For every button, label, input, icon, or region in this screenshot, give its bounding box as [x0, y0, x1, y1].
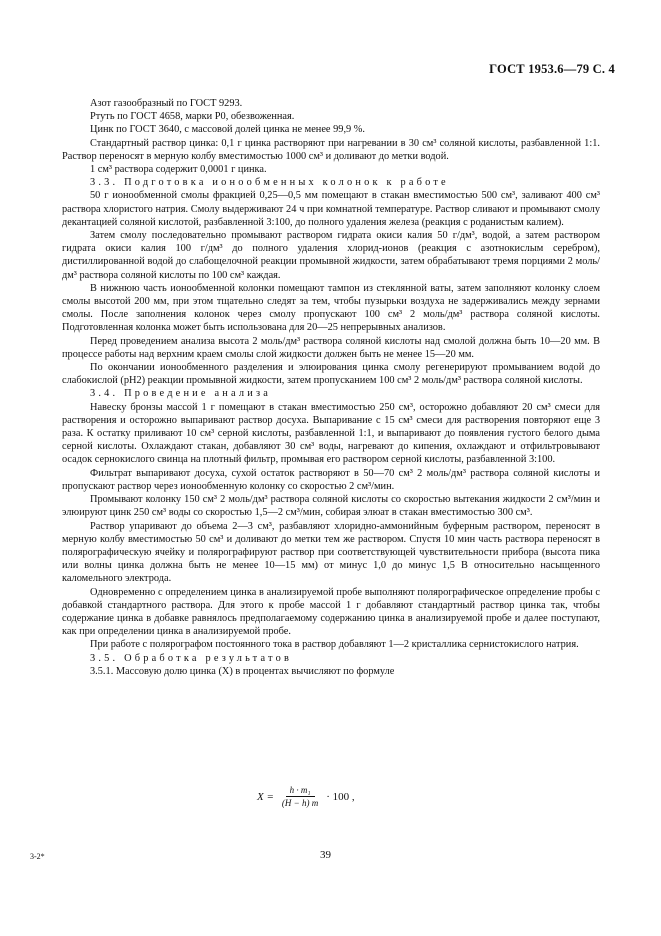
paragraph: Промывают колонку 150 см³ 2 моль/дм³ раствора соляной кислоты со скоростью вытекания жидкости 2 см³/мин и элюируют цинк 250 см³ воды со скоростью 1,5—2 см³/мин, собирая элюат в стакан вместимостью 300 см³.	[62, 494, 600, 519]
paragraph: 50 г ионообменной смолы фракцией 0,25—0,5 мм помещают в стакан вместимостью 500 см³, заливают 400 см³ раствора хлористого натрия. Смолу выдерживают 24 ч при комнатной температуре. Раствор сливают и промывают смолу декантацией соляной кислотой, разбавленной 3:100, до полного удаления железа (реакция с роданистым калием).	[62, 190, 600, 228]
section-heading: 3.5. Обработка результатов	[90, 652, 293, 664]
paragraph: Цинк по ГОСТ 3640, с массовой долей цинка не менее 99,9 %.	[90, 124, 365, 136]
paragraph: Ртуть по ГОСТ 4658, марки Р0, обезвоженная.	[90, 111, 295, 123]
paragraph: По окончании ионообменного разделения и элюирования цинка смолу регенерируют промыванием водой до слабокислой (pH2) реакции промывной жидкости, затем пропусканием 100 см³ 2 моль/дм³ раствора соляной кислоты.	[62, 362, 600, 387]
section-heading: 3.3. Подготовка ионообменных колонок к работе	[90, 177, 449, 189]
paragraph: Стандартный раствор цинка: 0,1 г цинка растворяют при нагревании в 30 см³ соляной кислоты, разбавленной 1:1. Раствор переносят в мерную колбу вместимостью 1000 см³ и доливают до метки водой.	[62, 137, 600, 162]
formula	[257, 785, 355, 808]
formula-lhs: X =	[257, 790, 274, 803]
formula-numerator: h · m₁	[286, 785, 315, 797]
paragraph: Навеску бронзы массой 1 г помещают в стакан вместимостью 250 см³, осторожно добавляют 20 см³ смеси для растворения и осторожно выпаривают раствор досуха. Выпаривание с 15 см³ смеси для растворения повторяют еще 3 раза. К остатку приливают 10 см³ серной кислоты, разбавленной 1:1, и выпаривают до появления густого белого дыма серной кислоты. Охлаждают стакан, добавляют 30 см³ воды, нагревают до кипения, охлаждают и отфильтровывают осадок сернокислого свинца на плотный фильтр, промывая его раствором серной кислоты, разбавленной 3:100.	[62, 401, 600, 466]
paragraph: Затем смолу последовательно промывают раствором гидрата окиси калия 50 г/дм³, водой, а затем раствором гидрата окиси калия 100 г/дм³ до полного удаления хлорид-ионов (реакция с азотнокислым серебром), дистиллированной водой до слабощелочной реакции промывной жидкости, затем обрабатывают тремя порциями 2 моль/дм³ раствора соляной кислоты по 100 см³ каждая.	[62, 230, 600, 281]
formula-fraction	[278, 785, 322, 808]
paragraph: 1 см³ раствора содержит 0,0001 г цинка.	[90, 164, 267, 176]
formula-denominator: (H − h) m	[281, 798, 319, 808]
paragraph: Раствор упаривают до объема 2—3 см³, разбавляют хлоридно-аммонийным буферным раствором, переносят в мерную колбу вместимостью 50 см³ и доливают до метки тем же раствором. Спустя 10 мин часть раствора переносят в полярографическую ячейку и полярографируют раствор при соответствующей чувствительности прибора (высота пика или волны цинка должна быть не менее 10—15 мм) от минус 1,0 до минус 1,5 В относительно насыщенного каломельного электрода.	[62, 520, 600, 585]
page-header: ГОСТ 1953.6—79 С. 4	[489, 62, 615, 76]
paragraph: При работе с полярографом постоянного тока в раствор добавляют 1—2 кристаллика сернистокислого натрия.	[90, 639, 579, 651]
formula-rhs: · 100 ,	[326, 790, 355, 803]
page-number: 39	[320, 849, 331, 861]
paragraph: Азот газообразный по ГОСТ 9293.	[90, 98, 243, 109]
paragraph: Фильтрат выпаривают досуха, сухой остаток растворяют в 50—70 см³ 2 моль/дм³ раствора соляной кислоты и пропускают раствор через ионообменную колонку со скоростью 2 см³/мин.	[62, 467, 600, 492]
document-body	[62, 97, 600, 678]
section-heading: 3.4. Проведение анализа	[90, 388, 272, 400]
footer-mark: 3-2*	[30, 852, 45, 861]
paragraph: В нижнюю часть ионообменной колонки помещают тампон из стеклянной ваты, затем заполняют колонку слоем смолы высотой 200 мм, при этом тщательно следят за тем, чтобы пузырьки воздуха не задерживались между зернами смолы. После заполнения колонок через смолу пропускают 100 см³ 2 моль/дм³ раствора соляной кислоты. Подготовленная колонка может быть использована для 20—25 непрерывных анализов.	[62, 282, 600, 334]
paragraph: Одновременно с определением цинка в анализируемой пробе выполняют полярографическое определение пробы с добавкой стандартного раствора. Для этого к пробе массой 1 г добавляют стандартный раствор цинка так, чтобы содержание цинка в добавке равнялось предполагаемому содержанию цинка в анализируемой пробе и далее поступают, как при определении цинка в анализируемой пробе.	[62, 586, 600, 638]
paragraph: Перед проведением анализа высота 2 моль/дм³ раствора соляной кислоты над смолой должна быть 10—20 мм. В процессе работы над верхним краем смолы слой жидкости должен быть не менее 15—20 мм.	[62, 335, 600, 360]
paragraph: 3.5.1. Массовую долю цинка (X) в процентах вычисляют по формуле	[90, 665, 395, 677]
